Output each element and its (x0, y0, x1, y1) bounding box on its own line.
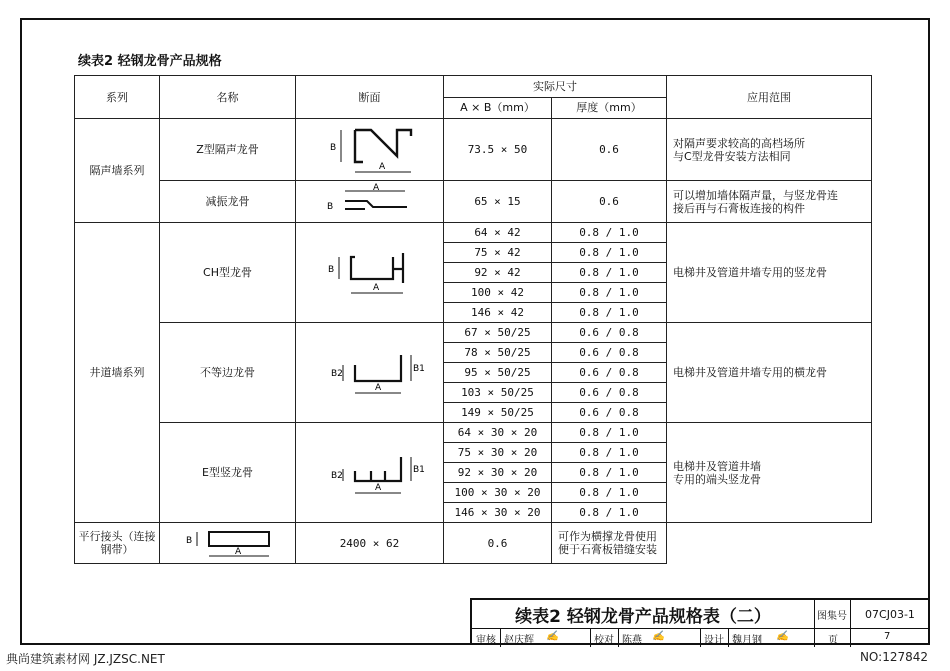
size-ch-5: 146 × 42 (444, 303, 552, 323)
name-z-stud: Z型隔声龙骨 (160, 119, 296, 181)
thickness-ch-5: 0.8 / 1.0 (552, 303, 667, 323)
size-unequal-5: 149 × 50/25 (444, 403, 552, 423)
thickness-ch-3: 0.8 / 1.0 (552, 263, 667, 283)
thickness-e-4: 0.8 / 1.0 (552, 483, 667, 503)
application-parallel-joint: 可作为横撑龙骨使用 便于石膏板错缝安装 (552, 523, 667, 564)
size-e-3: 92 × 30 × 20 (444, 463, 552, 483)
application-unequal-track: 电梯井及管道井墙专用的横龙骨 (667, 323, 872, 423)
thickness-e-3: 0.8 / 1.0 (552, 463, 667, 483)
section-parallel-joint (160, 523, 296, 564)
atlas-label: 图集号 (814, 600, 851, 628)
sheet-title: 续表2 轻钢龙骨产品规格表（二） (472, 600, 815, 628)
title-block (470, 598, 928, 644)
checker-name: 陈燕 (622, 635, 642, 646)
reviewer-name: 赵庆辉 (504, 635, 534, 646)
size-e-5: 146 × 30 × 20 (444, 503, 552, 523)
thickness-unequal-4: 0.6 / 0.8 (552, 383, 667, 403)
size-e-2: 75 × 30 × 20 (444, 443, 552, 463)
design-label: 设计 (704, 635, 724, 646)
signature-row (472, 628, 930, 647)
thickness-unequal-3: 0.6 / 0.8 (552, 363, 667, 383)
section-damping (296, 181, 444, 223)
review-label: 审核 (476, 635, 496, 646)
thickness-damping: 0.6 (552, 181, 667, 223)
designer-name: 魏月钢 (732, 635, 762, 646)
checker-signature: ✍ (652, 631, 665, 642)
svg-text:A: A (374, 382, 381, 393)
section-unequal-track (296, 323, 444, 423)
header-thickness: 厚度（mm） (552, 97, 667, 119)
svg-text:A: A (372, 182, 379, 193)
header-section: 断面 (296, 76, 444, 119)
svg-text:A: A (374, 482, 381, 493)
thickness-unequal-5: 0.6 / 0.8 (552, 403, 667, 423)
svg-text:B1: B1 (412, 464, 425, 475)
header-name: 名称 (160, 76, 296, 119)
application-z-stud: 对隔声要求较高的高档场所 与C型龙骨安装方法相同 (667, 119, 872, 181)
thickness-e-1: 0.8 / 1.0 (552, 423, 667, 443)
designer-signature: ✍ (776, 631, 789, 642)
thickness-e-5: 0.8 / 1.0 (552, 503, 667, 523)
size-unequal-4: 103 × 50/25 (444, 383, 552, 403)
thickness-unequal-2: 0.6 / 0.8 (552, 343, 667, 363)
atlas-number: 07CJ03-1 (865, 607, 915, 621)
header-application: 应用范围 (667, 76, 872, 119)
watermark-right: NO:127842 (859, 650, 928, 664)
thickness-ch-4: 0.8 / 1.0 (552, 283, 667, 303)
table-caption: 续表2 轻钢龙骨产品规格 (78, 54, 222, 69)
name-unequal-track: 不等边龙骨 (160, 323, 296, 423)
reviewer-signature: ✍ (546, 631, 559, 642)
size-ch-1: 64 × 42 (444, 223, 552, 243)
size-unequal-2: 78 × 50/25 (444, 343, 552, 363)
name-damping: 减振龙骨 (160, 181, 296, 223)
thickness-e-2: 0.8 / 1.0 (552, 443, 667, 463)
spec-table (74, 75, 872, 564)
size-unequal-3: 95 × 50/25 (444, 363, 552, 383)
header-series: 系列 (75, 76, 160, 119)
size-e-1: 64 × 30 × 20 (444, 423, 552, 443)
svg-text:B2: B2 (330, 470, 343, 481)
name-parallel-joint: 平行接头（连接钢带） (75, 523, 160, 564)
section-e-stud (296, 423, 444, 523)
thickness-ch-1: 0.8 / 1.0 (552, 223, 667, 243)
svg-text:B2: B2 (330, 368, 343, 379)
application-ch-stud: 电梯井及管道井墙专用的竖龙骨 (667, 223, 872, 323)
svg-text:B: B (329, 142, 336, 153)
check-label: 校对 (594, 635, 614, 646)
page-number: 7 (884, 631, 891, 642)
application-damping: 可以增加墙体隔声量，与竖龙骨连 接后再与石膏板连接的构件 (667, 181, 872, 223)
size-z-stud: 73.5 × 50 (444, 119, 552, 181)
thickness-z-stud: 0.6 (552, 119, 667, 181)
size-parallel-joint: 2400 × 62 (296, 523, 444, 564)
series-soundproof: 隔声墙系列 (75, 119, 160, 223)
page-label: 页 (828, 635, 838, 646)
size-unequal-1: 67 × 50/25 (444, 323, 552, 343)
svg-text:A: A (372, 282, 379, 293)
application-e-stud: 电梯井及管道井墙 专用的端头竖龙骨 (667, 423, 872, 523)
size-e-4: 100 × 30 × 20 (444, 483, 552, 503)
thickness-unequal-1: 0.6 / 0.8 (552, 323, 667, 343)
thickness-ch-2: 0.8 / 1.0 (552, 243, 667, 263)
svg-text:B: B (327, 264, 334, 275)
watermark-left: 典尚建筑素材网 JZ.JZSC.NET (6, 652, 165, 666)
header-actual-size: 实际尺寸 (444, 76, 667, 98)
svg-text:A: A (234, 547, 241, 557)
svg-text:B: B (185, 536, 192, 546)
size-ch-3: 92 × 42 (444, 263, 552, 283)
section-z-stud (296, 119, 444, 181)
thickness-parallel-joint: 0.6 (444, 523, 552, 564)
size-ch-4: 100 × 42 (444, 283, 552, 303)
svg-text:B1: B1 (412, 363, 425, 374)
svg-text:B: B (326, 201, 333, 212)
section-ch-stud (296, 223, 444, 323)
name-ch-stud: CH型龙骨 (160, 223, 296, 323)
series-shaft: 井道墙系列 (75, 223, 160, 523)
header-axb: A × B（mm） (444, 97, 552, 119)
size-damping: 65 × 15 (444, 181, 552, 223)
svg-text:A: A (378, 161, 385, 172)
name-e-stud: E型竖龙骨 (160, 423, 296, 523)
size-ch-2: 75 × 42 (444, 243, 552, 263)
